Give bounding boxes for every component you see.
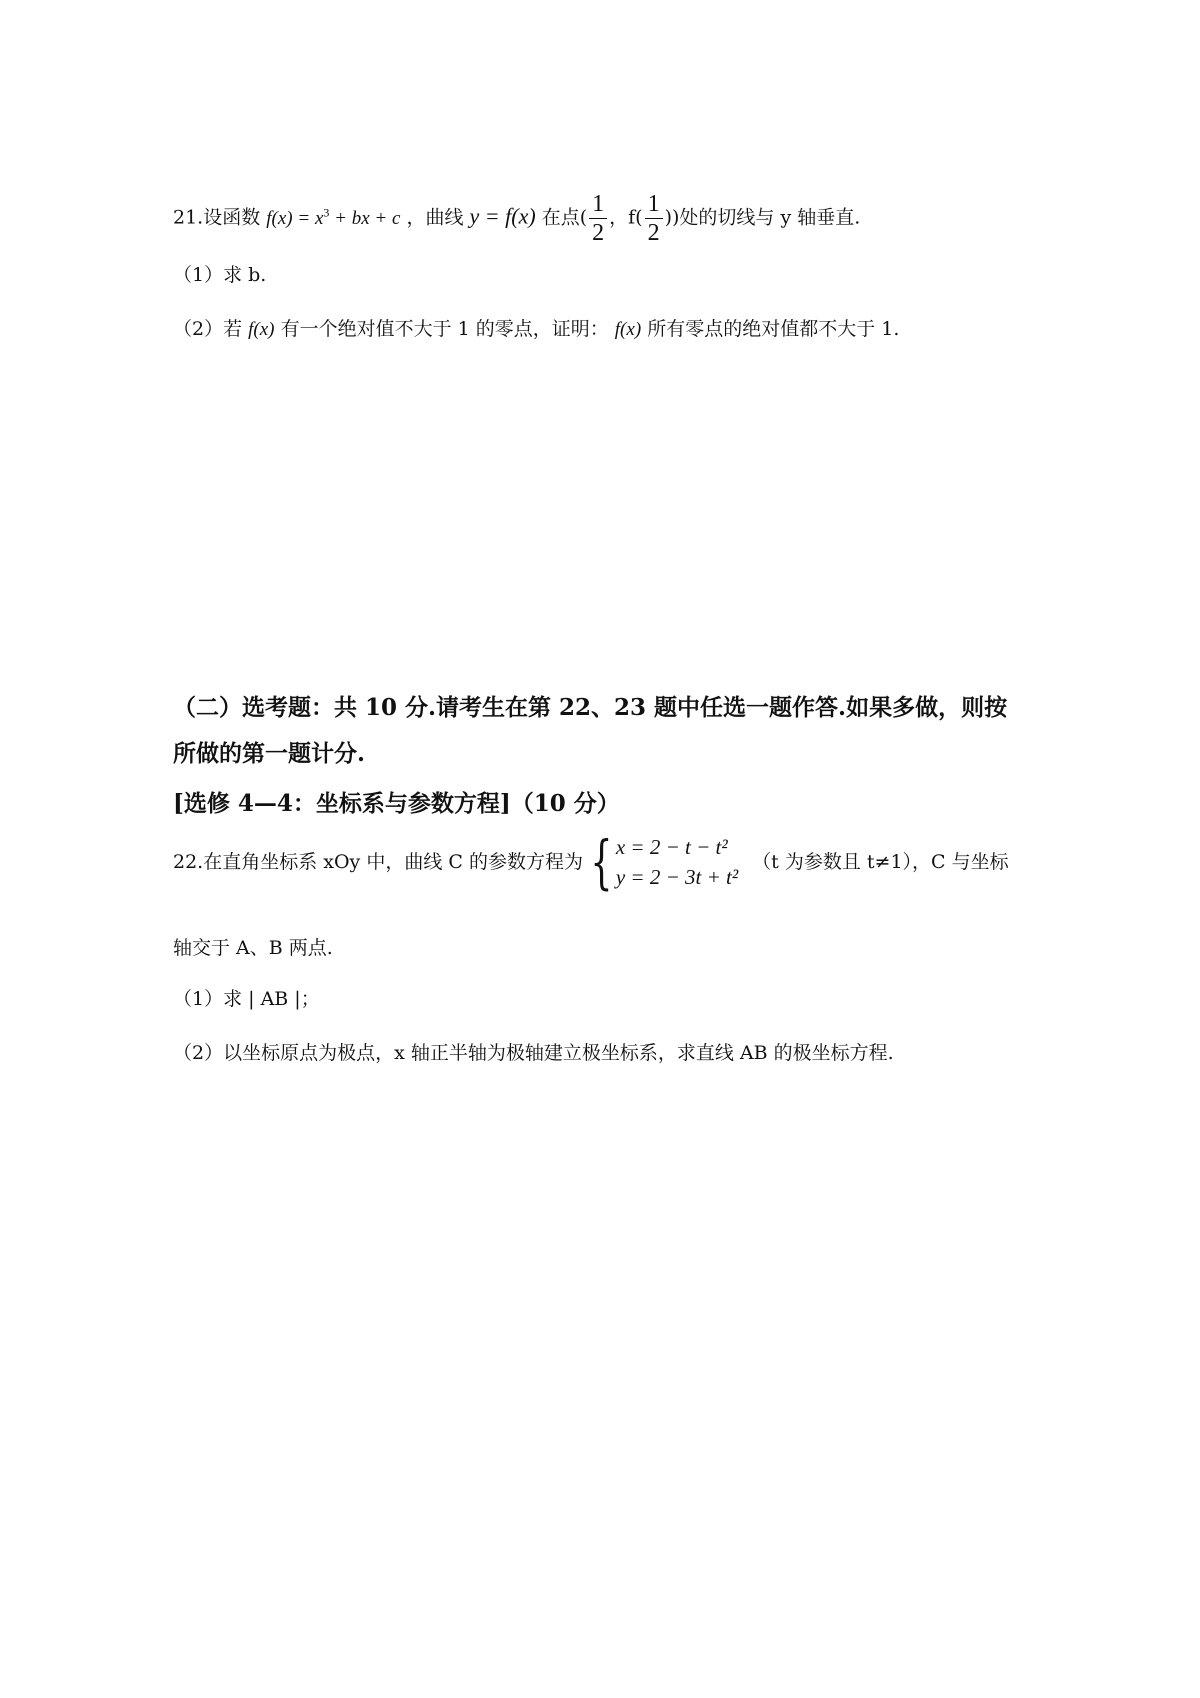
q21-part1: （1）求 b.	[173, 264, 267, 286]
q21-comma-f: ，f(	[609, 206, 643, 229]
section-heading: [选修 4—4：坐标系与参数方程]（10 分）	[173, 790, 620, 817]
q21-at-point: 在点(	[541, 206, 588, 229]
q21-function-def: $f(x) = x^3$ + bx + c	[266, 205, 401, 229]
q22-stem	[173, 828, 1009, 897]
q21-intro: 21.设函数	[173, 206, 261, 229]
q21-part2-fx2: f(x)	[614, 319, 642, 340]
q22-intro: 22.在直角坐标系 xOy 中，曲线 C 的参数方程为	[173, 851, 583, 874]
q21-fraction-half: $\frac{1}{2}$	[589, 192, 607, 245]
q22-line2: 轴交于 A、B 两点.	[173, 937, 333, 959]
q22-eq2: y = 2 − 3t + t²	[615, 865, 739, 890]
section-line1: （二）选考题：共 10 分.请考生在第 22、23 题中任选一题作答.如果多做，则按	[173, 694, 1008, 721]
brace-icon: {	[590, 828, 613, 897]
section-line2: 所做的第一题计分.	[173, 740, 366, 767]
q21-mid-text: ，曲线	[406, 206, 464, 229]
q21-curve: y = f(x)	[469, 203, 536, 229]
q22-part1: （1）求 | AB |；	[173, 988, 320, 1010]
q21-fraction-half-2: $\frac{1}{2}$	[645, 192, 663, 245]
q22-eq1: x = 2 − t − t²	[615, 835, 728, 859]
q21-part2: （2）若 f(x) 有一个绝对值不大于 1 的零点，证明： f(x) 所有零点的绝对值都不大于 1.	[173, 318, 900, 340]
q21-tail: ))处的切线与 y 轴垂直.	[664, 206, 861, 229]
q22-equation-system	[583, 828, 739, 897]
q22-part2: （2）以坐标原点为极点，x 轴正半轴为极轴建立极坐标系，求直线 AB 的极坐标方程.	[173, 1042, 894, 1064]
q22-note: （t 为参数且 t≠1），C 与坐标	[752, 851, 1009, 874]
q21-part2-fx: f(x)	[248, 319, 275, 340]
q21-stem	[173, 192, 860, 245]
